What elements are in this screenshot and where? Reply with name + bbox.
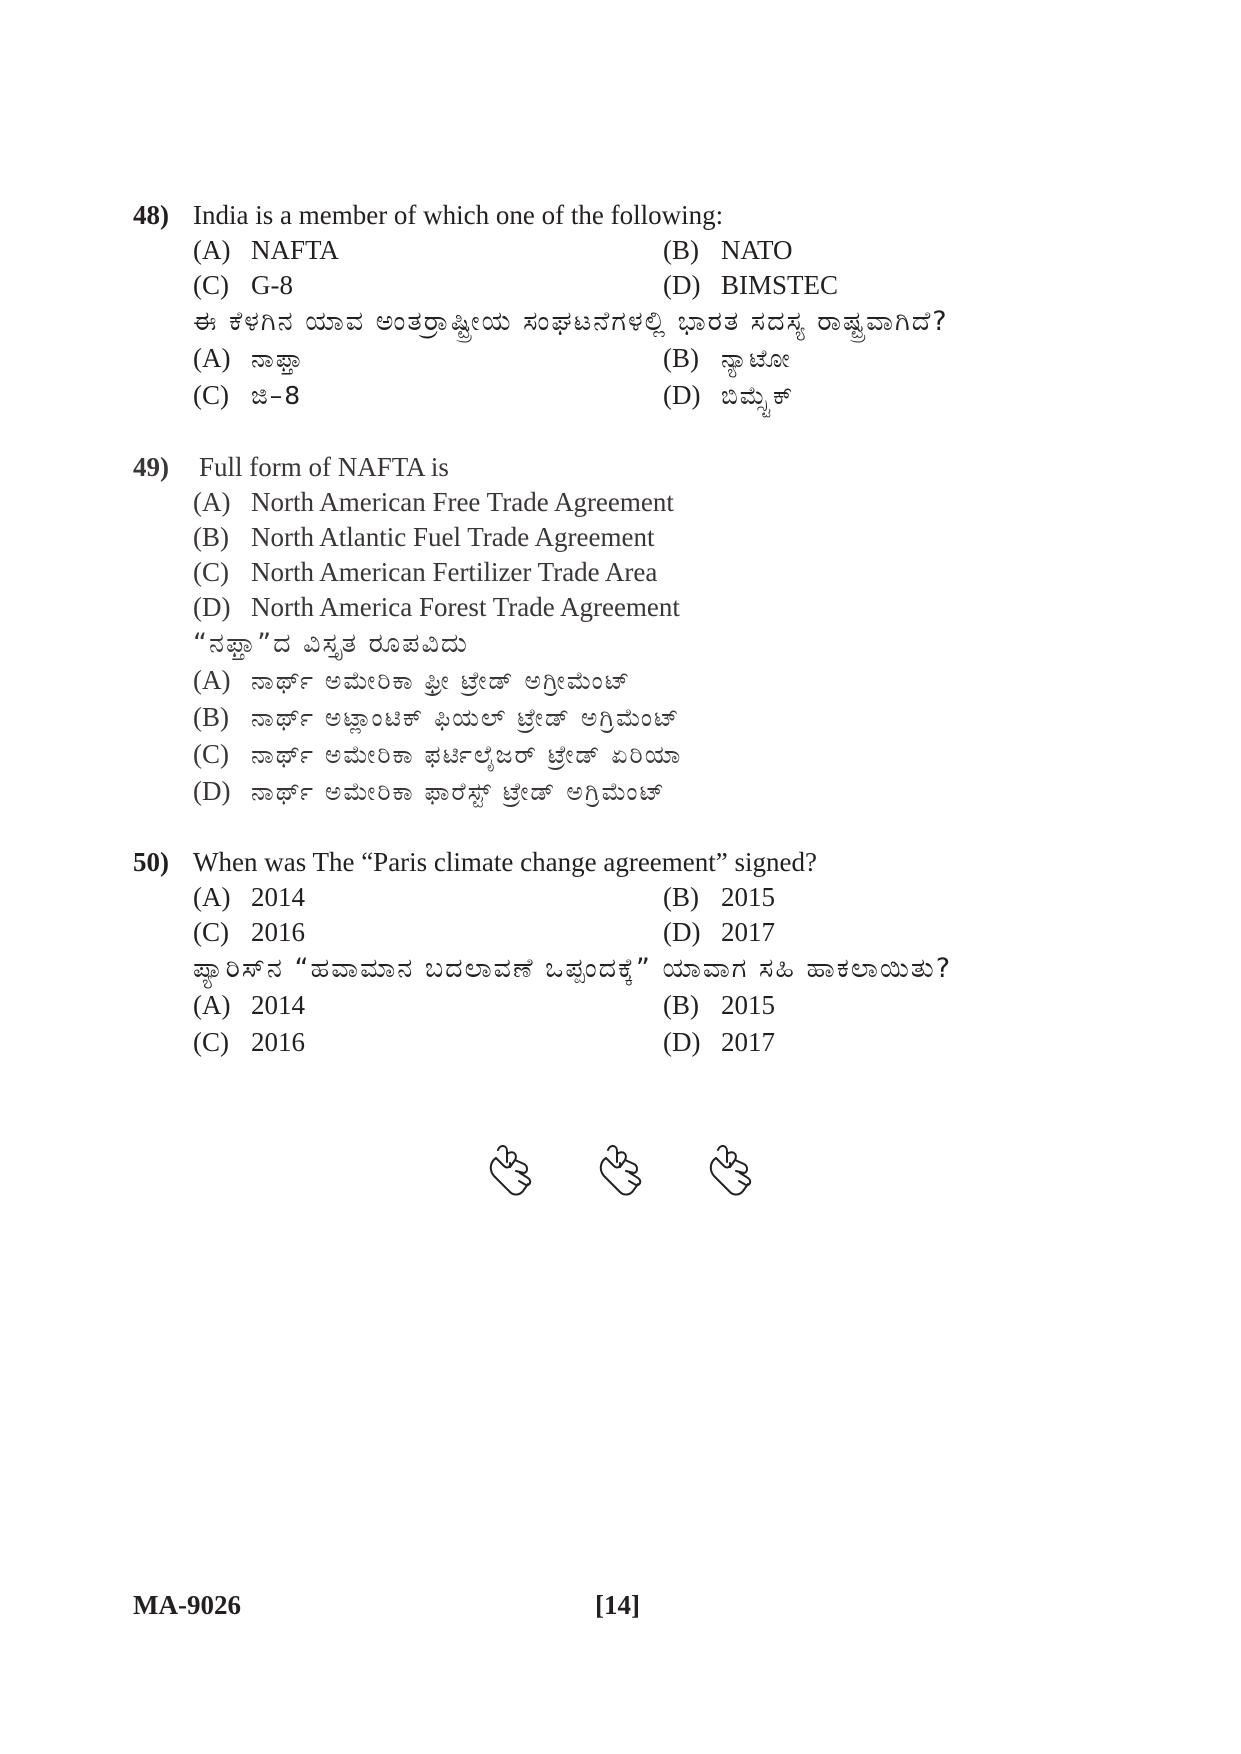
- option-text: ನಾರ್ಥ್ ಅಮೇರಿಕಾ ಫರ್ಟಿಲೈಜರ್ ಟ್ರೇಡ್ ಏರಿಯಾ: [251, 740, 683, 769]
- page-number: [14]: [595, 1590, 640, 1620]
- option-row-kannada: [133, 340, 1033, 377]
- question-stem: When was The “Paris climate change agreement” signed?: [193, 847, 817, 877]
- question-text: [133, 450, 1033, 485]
- option-text: North Atlantic Fuel Trade Agreement: [251, 522, 655, 552]
- option-text: 2017: [721, 1027, 775, 1057]
- question-number: 50): [133, 847, 169, 877]
- option-text: 2015: [721, 990, 775, 1020]
- question-text-kannada: ಈ ಕೆಳಗಿನ ಯಾವ ಅಂತರ್ರಾಷ್ಟ್ರೀಯ ಸಂಘಟನೆಗಳಲ್ಲಿ ಭಾರತ ಸದಸ್ಯ ರಾಷ್ಟ್ರವಾಗಿದೆ?: [193, 306, 949, 337]
- option-text: ಬಿಮ್ಸ್ಟೆಕ್: [721, 381, 795, 410]
- option-d: [133, 590, 1033, 625]
- option-c: [133, 555, 1033, 590]
- option-c-kannada: [193, 1024, 305, 1061]
- option-letter: (B): [193, 522, 229, 552]
- option-letter: (C): [193, 380, 229, 410]
- option-letter: (A): [193, 990, 231, 1020]
- hand-ornament-icon: [590, 1140, 650, 1200]
- option-text: 2014: [251, 990, 305, 1020]
- option-letter: (D): [663, 380, 701, 410]
- option-row-kannada: [133, 377, 1033, 414]
- option-letter: (C): [193, 1027, 229, 1057]
- option-b: [663, 880, 775, 915]
- option-row: [133, 268, 1033, 303]
- option-row-kannada: [133, 1024, 1033, 1061]
- option-text: ನ್ಯಾಟೋ: [721, 344, 792, 373]
- option-letter: (D): [663, 1027, 701, 1057]
- option-row: [133, 233, 1033, 268]
- option-letter: (D): [663, 917, 701, 947]
- option-b: [663, 233, 793, 268]
- option-letter: (D): [193, 776, 231, 806]
- option-letter: (B): [663, 343, 699, 373]
- option-d-kannada: [663, 1024, 775, 1061]
- option-letter: (C): [193, 739, 229, 769]
- option-text: ನಾರ್ಥ್ ಅಮೇರಿಕಾ ಫಾರೆಸ್ಟ್ ಟ್ರೇಡ್ ಅಗ್ರಿಮೆಂಟ್: [251, 777, 666, 806]
- option-letter: (C): [193, 917, 229, 947]
- option-letter: (B): [193, 702, 229, 732]
- option-row-kannada: [133, 987, 1033, 1024]
- question-stem: India is a member of which one of the following:: [193, 200, 724, 230]
- question-number: 49): [133, 452, 169, 482]
- option-row: [133, 880, 1033, 915]
- option-letter: (C): [193, 270, 229, 300]
- option-letter: (A): [193, 235, 231, 265]
- option-c-kannada: [193, 377, 302, 414]
- question-text: [133, 845, 1033, 880]
- option-text: ನಾರ್ಥ್ ಅಮೇರಿಕಾ ಫ್ರೀ ಟ್ರೇಡ್ ಅಗ್ರೀಮೆಂಟ್: [251, 666, 632, 695]
- question-48: [133, 198, 1033, 414]
- option-b: [133, 520, 1033, 555]
- option-text: ನಾರ್ಥ್ ಅಟ್ಲಾಂಟಿಕ್ ಫಿಯಲ್ ಟ್ರೇಡ್ ಅಗ್ರಿಮೆಂಟ್: [251, 703, 681, 732]
- option-text: North American Fertilizer Trade Area: [251, 557, 658, 587]
- option-c: [193, 915, 305, 950]
- option-text: G-8: [251, 270, 293, 300]
- option-d-kannada: [663, 377, 794, 414]
- hand-ornament-icon: [700, 1140, 760, 1200]
- option-text: ನಾಫ್ತಾ: [251, 344, 305, 373]
- option-c-kannada: [133, 736, 1033, 773]
- option-text: 2016: [251, 1027, 305, 1057]
- option-text: North American Free Trade Agreement: [251, 487, 674, 517]
- option-text: 2016: [251, 917, 305, 947]
- option-d: [663, 268, 838, 303]
- option-d: [663, 915, 775, 950]
- question-text-kannada: ಪ್ಯಾರಿಸ್‌ನ “ಹವಾಮಾನ ಬದಲಾವಣೆ ಒಪ್ಪಂದಕ್ಕೆ” ಯಾವಾಗ ಸಹಿ ಹಾಕಲಾಯಿತು?: [193, 953, 953, 984]
- option-b-kannada: [133, 699, 1033, 736]
- option-a: [193, 880, 305, 915]
- option-text: BIMSTEC: [721, 270, 839, 300]
- question-50: [133, 845, 1033, 1061]
- option-letter: (B): [663, 990, 699, 1020]
- option-b-kannada: [663, 340, 792, 377]
- question-stem: Full form of NAFTA is: [199, 452, 449, 482]
- option-a-kannada: [193, 340, 305, 377]
- paper-code: MA-9026: [133, 1590, 241, 1620]
- option-letter: (D): [193, 592, 231, 622]
- option-row: [133, 915, 1033, 950]
- option-text: ಜಿ–8: [251, 381, 303, 410]
- option-letter: (B): [663, 882, 699, 912]
- option-letter: (A): [193, 665, 231, 695]
- option-text: 2015: [721, 882, 775, 912]
- question-49: [133, 450, 1033, 810]
- option-text: North America Forest Trade Agreement: [251, 592, 680, 622]
- option-letter: (A): [193, 487, 231, 517]
- option-text: 2014: [251, 882, 305, 912]
- option-letter: (A): [193, 882, 231, 912]
- option-text: 2017: [721, 917, 775, 947]
- option-a-kannada: [193, 987, 305, 1024]
- hand-ornament-icon: [480, 1140, 540, 1200]
- option-b-kannada: [663, 987, 775, 1024]
- option-d-kannada: [133, 773, 1033, 810]
- option-text: NAFTA: [251, 235, 339, 265]
- option-letter: (A): [193, 343, 231, 373]
- option-letter: (D): [663, 270, 701, 300]
- ornament: [480, 1140, 760, 1200]
- option-letter: (C): [193, 557, 229, 587]
- option-letter: (B): [663, 235, 699, 265]
- question-text-kannada: “ನಫ್ತಾ”ದ ವಿಸ್ತೃತ ರೂಪವಿದು: [193, 628, 469, 659]
- option-c: [193, 268, 293, 303]
- question-text: [133, 198, 1033, 233]
- option-a-kannada: [133, 662, 1033, 699]
- option-a: [133, 485, 1033, 520]
- option-a: [193, 233, 339, 268]
- option-text: NATO: [721, 235, 793, 265]
- question-number: 48): [133, 200, 169, 230]
